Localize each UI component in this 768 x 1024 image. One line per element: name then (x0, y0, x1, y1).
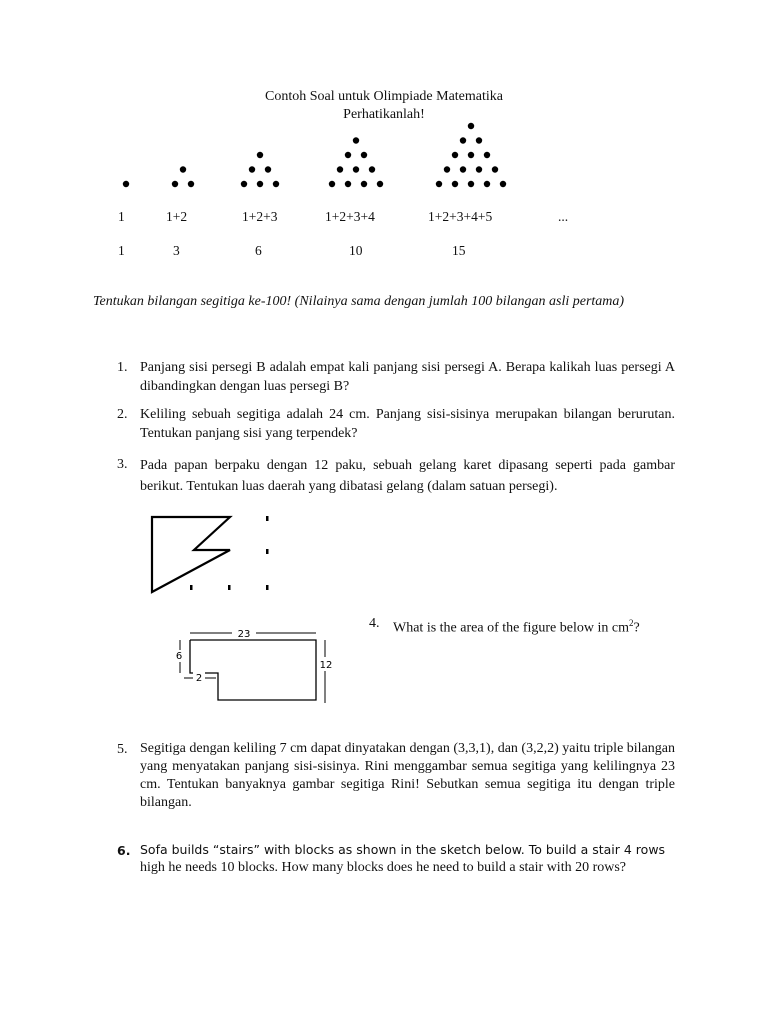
dot (345, 152, 351, 158)
dot (476, 137, 482, 143)
dot (123, 181, 129, 187)
dot (468, 181, 474, 187)
dot (460, 166, 466, 172)
dot (361, 181, 367, 187)
question-text (393, 614, 640, 638)
question-number: 5. (117, 742, 128, 757)
dot (484, 181, 490, 187)
dot (353, 166, 359, 172)
expression-1: 1 (118, 209, 125, 224)
dot (337, 166, 343, 172)
nail-board-figure (140, 505, 290, 605)
page-subtitle: Perhatikanlah! (343, 107, 425, 122)
dot (460, 137, 466, 143)
label-12: 12 (319, 660, 333, 671)
expression-ellipsis: ... (558, 209, 569, 224)
question-text-suffix: ? (633, 620, 640, 636)
dot (476, 166, 482, 172)
dot (444, 166, 450, 172)
dot (241, 181, 247, 187)
expression-2: 1+2 (166, 209, 188, 224)
value-5: 15 (452, 243, 466, 258)
triangular-dot-patterns (0, 0, 768, 200)
value-2: 3 (173, 243, 180, 258)
dot (249, 166, 255, 172)
rubber-band-shape (152, 517, 230, 592)
dot (172, 181, 178, 187)
area-figure (170, 625, 340, 710)
intro-task: Tentukan bilangan segitiga ke-100! (Nilainya sama dengan jumlah 100 bilangan asli pertama) (93, 294, 625, 309)
label-6: 6 (175, 651, 183, 662)
dot (484, 152, 490, 158)
question-text: Panjang sisi persegi B adalah empat kali panjang sisi persegi A. Berapa kalikah luas persegi A dibandingkan dengan luas persegi B? (140, 360, 675, 394)
dot (436, 181, 442, 187)
label-23: 23 (237, 629, 251, 640)
dot (345, 181, 351, 187)
question-text: Pada papan berpaku dengan 12 paku, sebuah gelang karet dipasang seperti pada gambar berikut. Tentukan luas daerah yang dibatasi gelang (dalam satuan persegi). (140, 458, 675, 494)
dot (377, 181, 383, 187)
question-text: Keliling sebuah segitiga adalah 24 cm. Panjang sisi-sisinya merupakan bilangan berurutan. Tentukan panjang sisi yang terpendek? (140, 407, 675, 441)
dot (257, 181, 263, 187)
dot (265, 166, 271, 172)
dot (452, 181, 458, 187)
dot (468, 152, 474, 158)
question-text-main: What is the area of the figure below in cm (393, 620, 629, 636)
dot (369, 166, 375, 172)
nail (266, 516, 269, 521)
label-2: 2 (195, 673, 203, 684)
value-3: 6 (255, 243, 262, 258)
question-number: 6. (117, 843, 131, 858)
dot (257, 152, 263, 158)
expression-4: 1+2+3+4 (325, 209, 375, 224)
dot (468, 123, 474, 129)
question-text-sans: Sofa builds “stairs” with blocks as shown in the sketch below. To build a stair 4 rows (140, 842, 666, 857)
dot (273, 181, 279, 187)
question-number: 2. (117, 407, 128, 422)
page-title: Contoh Soal untuk Olimpiade Matematika (265, 89, 503, 104)
dot (180, 166, 186, 172)
question-number: 3. (117, 457, 128, 472)
value-1: 1 (118, 243, 125, 258)
value-4: 10 (349, 243, 363, 258)
expression-5: 1+2+3+4+5 (428, 209, 493, 224)
nail (266, 549, 269, 554)
nail (190, 585, 193, 590)
question-text: Segitiga dengan keliling 7 cm dapat dinyatakan dengan (3,3,1), dan (3,2,2) yaitu triple bilangan yang menyatakan panjang sisi-sisinya. Rini menggambar semua segitiga yang kelilingnya 23 cm. Tentukan banyaknya gambar segitiga Rini! Sebutkan semua segitiga itu dengan triple bilangan. (140, 741, 675, 810)
superscript: 2 (628, 618, 634, 628)
expression-3: 1+2+3 (242, 209, 278, 224)
figure-outline (190, 640, 316, 700)
question-text-rest: high he needs 10 blocks. How many blocks does he need to build a stair with 20 rows? (140, 860, 627, 875)
dot (492, 166, 498, 172)
dot (452, 152, 458, 158)
dot (500, 181, 506, 187)
dot (188, 181, 194, 187)
question-number: 4. (369, 616, 380, 631)
dot (361, 152, 367, 158)
dot (353, 137, 359, 143)
nail (266, 585, 269, 590)
dot (329, 181, 335, 187)
nail (228, 585, 231, 590)
question-number: 1. (117, 360, 128, 375)
dot-pattern-group (123, 123, 506, 187)
